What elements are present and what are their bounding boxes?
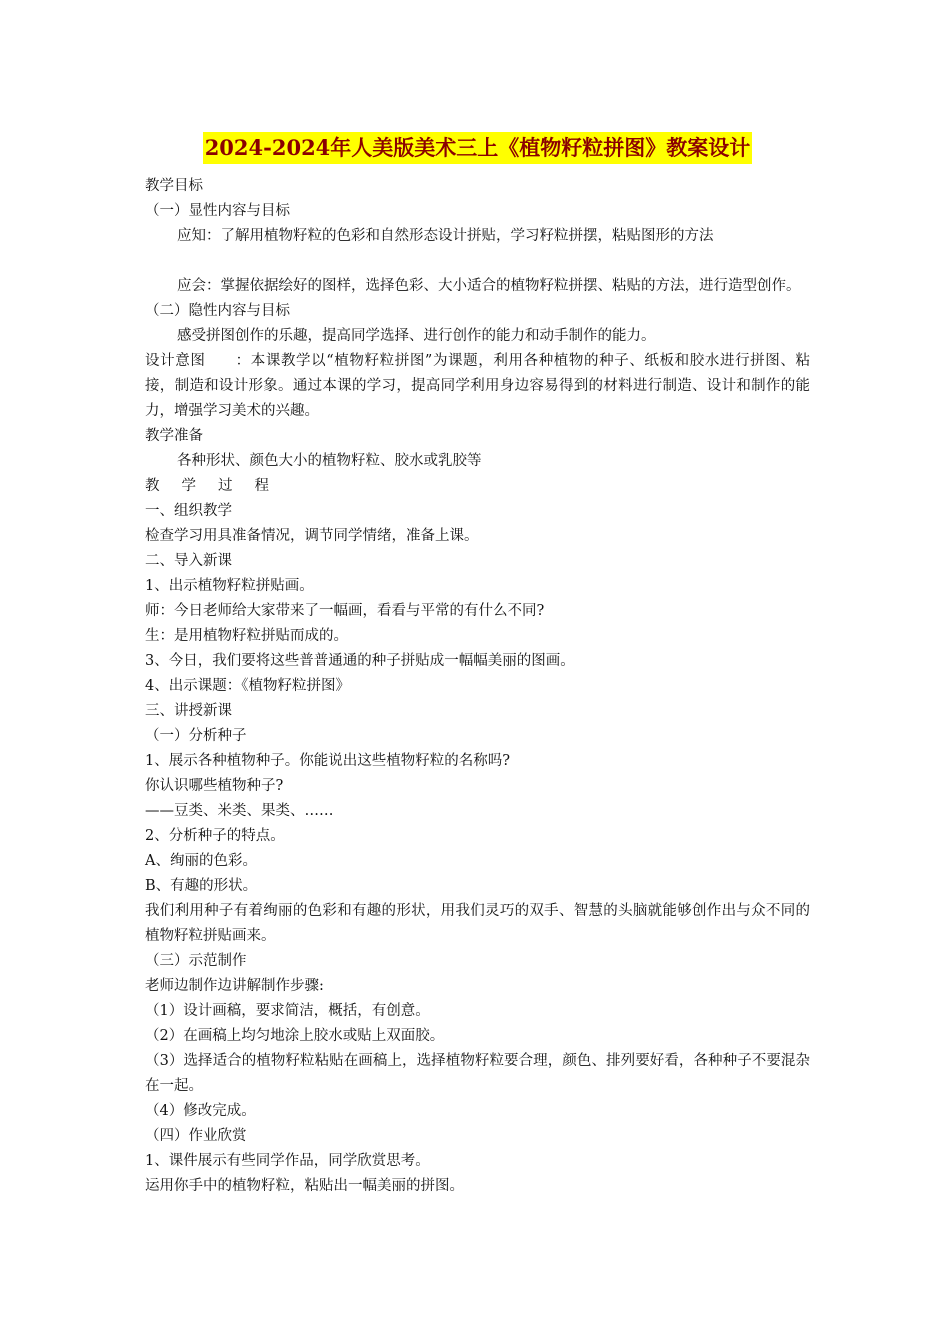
section-introduce: 二、导入新课: [145, 553, 232, 569]
heading-teaching-goals: 教学目标: [145, 178, 203, 194]
section-new-lesson: 三、讲授新课: [145, 703, 232, 719]
heading-implicit-goals: （二）隐性内容与目标: [145, 303, 290, 319]
analyze-step-1: 1、展示各种植物种子。你能说出这些植物籽粒的名称吗?: [145, 753, 510, 769]
implicit-goal-text: 感受拼图创作的乐趣，提高同学选择、进行创作的能力和动手制作的能力。: [177, 328, 656, 344]
blank-line: [145, 249, 810, 274]
teacher-line: 师：今日老师给大家带来了一幅画，看看与平常的有什么不同?: [145, 603, 545, 619]
demo-step-4: （4）修改完成。: [145, 1103, 256, 1119]
preparation-text: 各种形状、颜色大小的植物籽粒、胶水或乳胶等: [177, 453, 482, 469]
appreciation-step-1: 1、课件展示有些同学作品，同学欣赏思考。: [145, 1153, 430, 1169]
heading-teaching-process: 教学过程: [145, 478, 291, 494]
analyze-question: 你认识哪些植物种子?: [145, 778, 284, 794]
demo-intro: 老师边制作边讲解制作步骤:: [145, 978, 324, 994]
appreciation-task: 运用你手中的植物籽粒，粘贴出一幅美丽的拼图。: [145, 1178, 464, 1194]
student-line: 生：是用植物籽粒拼贴而成的。: [145, 628, 348, 644]
heading-explicit-goals: （一）显性内容与目标: [145, 203, 290, 219]
demo-step-2: （2）在画稿上均匀地涂上胶水或贴上双面胶。: [145, 1028, 445, 1044]
introduce-step-4: 4、出示课题：《植物籽粒拼图》: [145, 678, 350, 694]
analyze-answer: ——豆类、米类、果类、……: [145, 803, 334, 819]
subsection-analyze-seeds: （一）分析种子: [145, 728, 247, 744]
subsection-demo: （三）示范制作: [145, 953, 247, 969]
title-block: [145, 132, 810, 164]
feature-summary: 我们利用种子有着绚丽的色彩和有趣的形状，用我们灵巧的双手、智慧的头脑就能够创作出与众不同的植物籽粒拼贴画来。: [145, 903, 810, 944]
goal-can: 应会：掌握依据绘好的图样，选择色彩、大小适合的植物籽粒拼摆、粘贴的方法，进行造型创作。: [177, 278, 801, 294]
goal-know: 应知：了解用植物籽粒的色彩和自然形态设计拼贴，学习籽粒拼摆，粘贴图形的方法: [177, 228, 714, 244]
demo-step-1: （1）设计画稿，要求简洁，概括，有创意。: [145, 1003, 430, 1019]
analyze-step-2: 2、分析种子的特点。: [145, 828, 285, 844]
demo-step-3: （3）选择适合的植物籽粒粘贴在画稿上，选择植物籽粒要合理，颜色、排列要好看，各种种子不要混杂在一起。: [145, 1053, 810, 1094]
feature-b: B、有趣的形状。: [145, 878, 258, 894]
design-intent: 设计意图 ：本课教学以“植物籽粒拼图”为课题，利用各种植物的种子、纸板和胶水进行拼图、粘接，制造和设计形象。通过本课的学习，提高同学利用身边容易得到的材料进行制造、设计和制作的能力，增强学习美术的兴趣。: [145, 353, 810, 419]
heading-preparation: 教学准备: [145, 428, 203, 444]
introduce-step-3: 3、今日，我们要将这些普普通通的种子拼贴成一幅幅美丽的图画。: [145, 653, 575, 669]
introduce-step-1: 1、出示植物籽粒拼贴画。: [145, 578, 314, 594]
organize-text: 检查学习用具准备情况，调节同学情绪，准备上课。: [145, 528, 479, 544]
document-title: 2024-2024年人美版美术三上《植物籽粒拼图》教案设计: [203, 132, 753, 164]
section-organize: 一、组织教学: [145, 503, 232, 519]
subsection-appreciation: （四）作业欣赏: [145, 1128, 247, 1144]
feature-a: A、绚丽的色彩。: [145, 853, 257, 869]
document-page: [145, 132, 810, 1199]
